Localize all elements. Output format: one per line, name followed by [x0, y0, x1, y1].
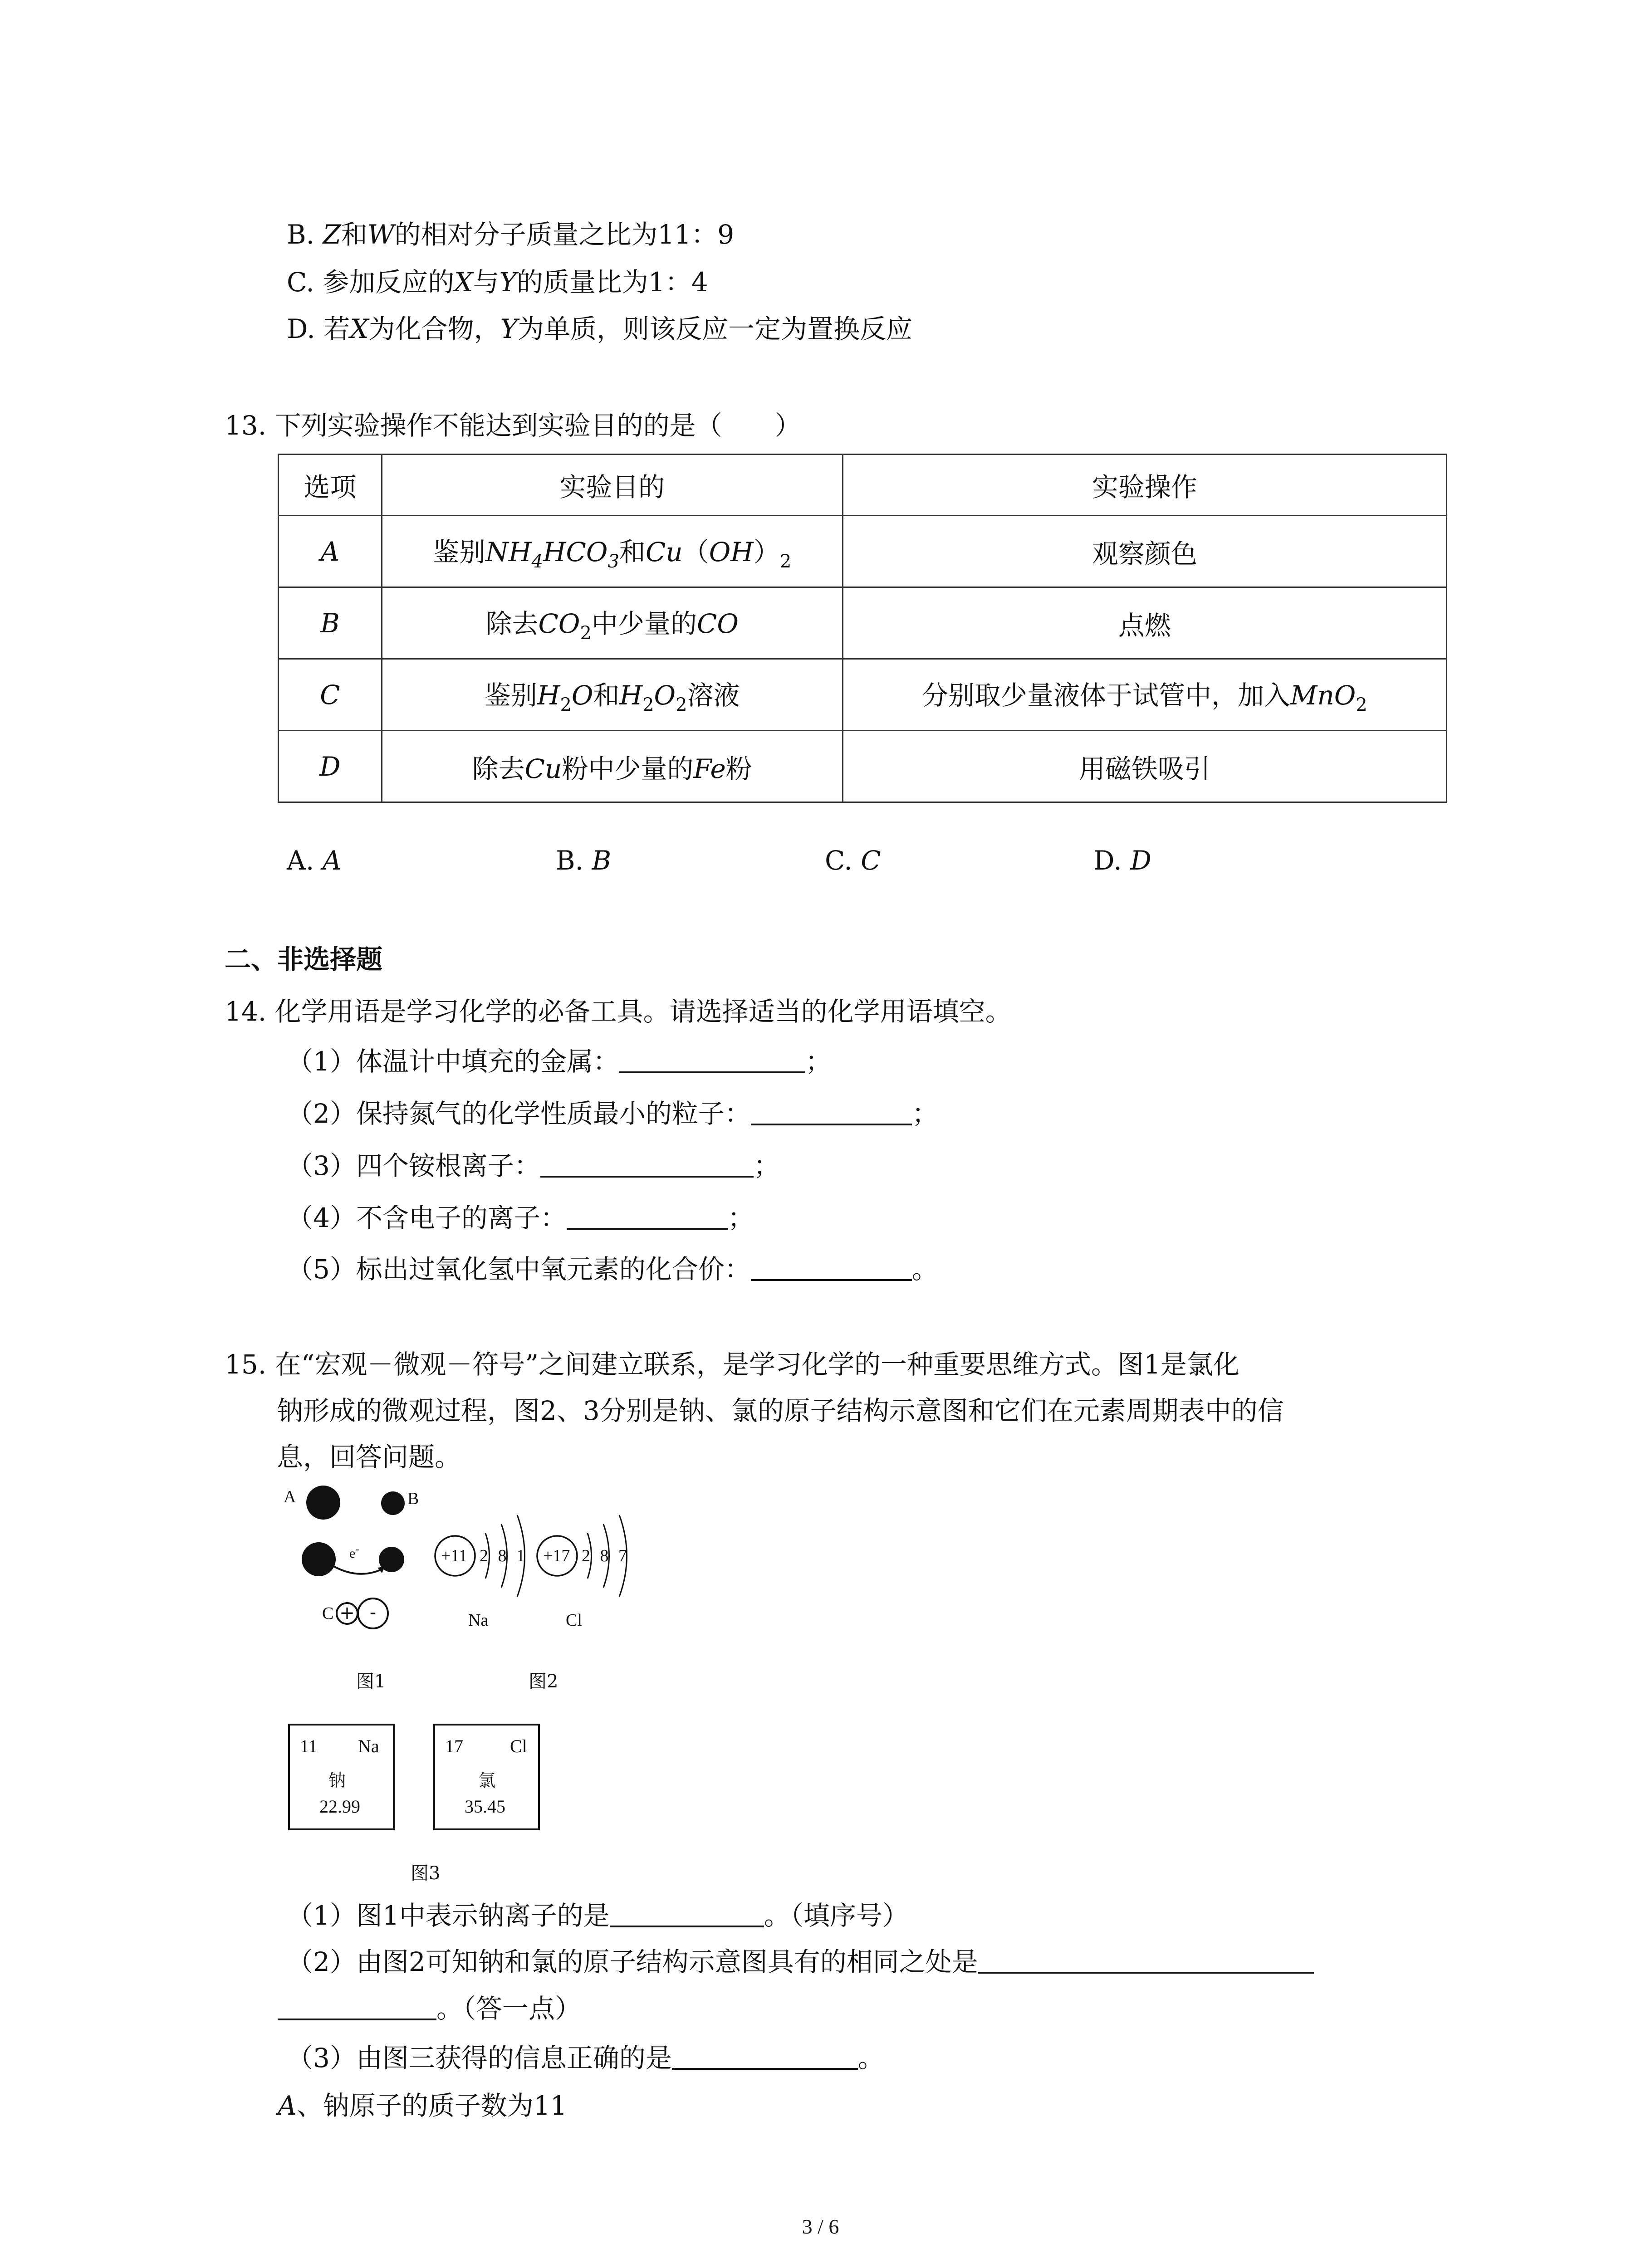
figure-2 — [429, 1490, 656, 1694]
row-option: C — [279, 659, 382, 731]
option-label: D. — [287, 313, 315, 344]
item-text: （1）图1中表示钠离子的是 — [287, 1900, 610, 1931]
row-purpose: 除去$CO_2$中少量的CO — [382, 587, 843, 659]
minus-sign: - — [369, 1602, 377, 1623]
item-text: （2）由图2可知钠和氯的原子结构示意图具有的相同之处是 — [287, 1946, 978, 1977]
item-text: （3）四个铵根离子： — [287, 1150, 540, 1181]
answer-blank[interactable] — [278, 1994, 436, 2020]
element-symbol: Cl — [510, 1736, 527, 1756]
na-nucleus: +11 — [441, 1546, 468, 1565]
option-label: B. — [287, 219, 315, 250]
answer-blank[interactable] — [619, 1047, 805, 1073]
table-row — [279, 731, 1447, 802]
section-title: 二、非选择题 — [225, 944, 383, 975]
electron-arrow-icon — [327, 1556, 395, 1583]
item-end: 。（答一点） — [436, 1993, 582, 2024]
text: 与 — [473, 267, 500, 298]
answer-blank[interactable] — [751, 1099, 912, 1125]
item-end: ； — [911, 1098, 938, 1129]
q15-sub1 — [287, 1900, 909, 1931]
item-text: （2）保持氮气的化学性质最小的粒子： — [287, 1098, 751, 1129]
text: 为单质，则该反应一定为置换反应 — [517, 313, 912, 344]
figure-1 — [272, 1474, 431, 1692]
table-row — [279, 516, 1447, 587]
row-purpose: 鉴别$NH_4HCO_3$和$Cu(OH)_2$ — [382, 516, 843, 587]
header-option: 选项 — [279, 455, 382, 516]
cl-label: Cl — [566, 1611, 582, 1630]
atomic-mass: 22.99 — [319, 1796, 360, 1817]
q15-stem-line3: 息，回答问题。 — [277, 1442, 461, 1472]
atom-b — [381, 1491, 405, 1515]
answer-label: A. — [287, 845, 314, 876]
text: 和 — [341, 219, 367, 250]
q12-option-d — [287, 313, 912, 345]
answer-blank[interactable] — [567, 1203, 728, 1230]
atom-a — [306, 1486, 340, 1520]
cation-icon — [336, 1602, 358, 1625]
answer-value: A — [322, 845, 342, 876]
atomic-number: 11 — [300, 1736, 318, 1756]
answer-label: C. — [825, 845, 852, 876]
figure-caption: 图1 — [356, 1671, 386, 1692]
label-c: C — [322, 1604, 334, 1623]
atomic-mass: 35.45 — [465, 1796, 505, 1817]
option-label: A — [278, 2090, 297, 2121]
item-end: ； — [753, 1150, 780, 1181]
q15-stem-line1: 15. 在“宏观－微观－符号”之间建立联系，是学习化学的一种重要思维方式。图1是氯化 — [225, 1349, 1239, 1380]
item-end: 。（填序号） — [764, 1900, 909, 1931]
q14-item-1 — [287, 1046, 832, 1077]
q15-option-a — [278, 2090, 567, 2121]
electron-charge: - — [355, 1543, 359, 1555]
q13-answer-a[interactable] — [287, 845, 342, 876]
text: 为化合物， — [368, 313, 500, 344]
cl-shells: 2 8 7 — [582, 1546, 630, 1565]
q12-option-b — [287, 219, 734, 250]
row-option: D — [279, 731, 382, 802]
q14-item-2 — [287, 1098, 938, 1129]
na-shells: 2 8 1 — [480, 1546, 528, 1565]
q15-stem-line2: 钠形成的微观过程，图2、3分别是钠、氯的原子结构示意图和它们在元素周期表中的信 — [277, 1395, 1284, 1426]
item-end: ； — [805, 1046, 832, 1077]
periodic-tile-na — [288, 1724, 395, 1830]
item-end: 。 — [857, 2043, 884, 2073]
q15-sub2 — [287, 1946, 1314, 1978]
na-label: Na — [468, 1611, 489, 1630]
answer-label: D. — [1093, 845, 1122, 876]
page-number: 3 / 6 — [802, 2215, 839, 2238]
plus-sign: + — [339, 1603, 355, 1623]
label-a: A — [284, 1487, 296, 1506]
text: 的质量比为1：4 — [516, 267, 708, 298]
q13-stem: 13. 下列实验操作不能达到实验目的的是（ ） — [225, 410, 801, 441]
cl-nucleus: +17 — [543, 1546, 570, 1565]
row-option: B — [279, 587, 382, 659]
q15-sub3 — [287, 2042, 884, 2074]
item-text: （1）体温计中填充的金属： — [287, 1046, 619, 1077]
q13-table — [278, 454, 1447, 803]
q15-sub2-cont — [278, 1993, 581, 2024]
text: 参加反应的 — [323, 267, 455, 298]
answer-value: C — [861, 845, 881, 876]
row-purpose: 除去Cu粉中少量的Fe粉 — [382, 731, 843, 802]
element-symbol: Na — [358, 1736, 379, 1756]
var-y: Y — [499, 267, 517, 298]
figure-caption: 图3 — [411, 1863, 441, 1884]
q12-option-c — [287, 266, 708, 298]
row-operation: 用磁铁吸引 — [843, 731, 1446, 802]
atomic-number: 17 — [445, 1736, 463, 1756]
var-y: Y — [500, 313, 518, 344]
item-text: （4）不含电子的离子： — [287, 1202, 567, 1233]
element-name: 钠 — [328, 1770, 346, 1790]
option-label: C. — [287, 267, 314, 298]
answer-blank[interactable] — [672, 2043, 858, 2070]
header-purpose: 实验目的 — [382, 455, 843, 516]
q13-answer-b[interactable] — [556, 845, 611, 876]
row-option: A — [279, 516, 382, 587]
answer-blank[interactable] — [610, 1901, 764, 1927]
q14-stem: 14. 化学用语是学习化学的必备工具。请选择适当的化学用语填空。 — [225, 996, 1012, 1027]
q13-answer-c[interactable] — [825, 845, 881, 876]
item-text: （3）由图三获得的信息正确的是 — [287, 2043, 672, 2073]
item-end: 。 — [911, 1254, 938, 1285]
answer-blank[interactable] — [751, 1255, 912, 1281]
option-text: 、钠原子的质子数为11 — [296, 2090, 567, 2121]
answer-blank[interactable] — [540, 1151, 754, 1178]
periodic-tile-cl — [433, 1724, 540, 1830]
figure-caption: 图2 — [529, 1671, 558, 1692]
label-b: B — [407, 1489, 419, 1508]
table-row — [279, 587, 1447, 659]
var-z: Z — [323, 219, 341, 250]
q14-item-4 — [287, 1202, 754, 1234]
text: 的相对分子质量之比为11：9 — [394, 219, 735, 250]
text: 若 — [323, 313, 350, 344]
q14-item-5 — [287, 1253, 938, 1285]
item-text: （5）标出过氧化氢中氧元素的化合价： — [287, 1254, 751, 1285]
electron-text: e — [349, 1546, 356, 1561]
answer-label: B. — [556, 845, 584, 876]
table-header-row — [279, 455, 1447, 516]
anion-icon — [357, 1598, 389, 1629]
header-operation: 实验操作 — [843, 455, 1446, 516]
item-end: ； — [727, 1202, 754, 1233]
var-w: W — [367, 219, 395, 250]
answer-blank[interactable] — [978, 1947, 1314, 1974]
q13-answer-d[interactable] — [1093, 845, 1151, 876]
answer-value: D — [1130, 845, 1151, 876]
answer-value: B — [592, 845, 612, 876]
var-x: X — [454, 267, 473, 298]
row-operation: 点燃 — [843, 587, 1446, 659]
q14-item-3 — [287, 1150, 780, 1182]
row-operation: 观察颜色 — [843, 516, 1446, 587]
row-purpose: 鉴别$H_2O$和$H_2O_2$溶液 — [382, 659, 843, 731]
row-operation: 分别取少量液体于试管中，加入MnO$_2$ — [843, 659, 1446, 731]
element-name: 氯 — [478, 1770, 496, 1790]
var-x: X — [350, 313, 369, 344]
table-row — [279, 659, 1447, 731]
